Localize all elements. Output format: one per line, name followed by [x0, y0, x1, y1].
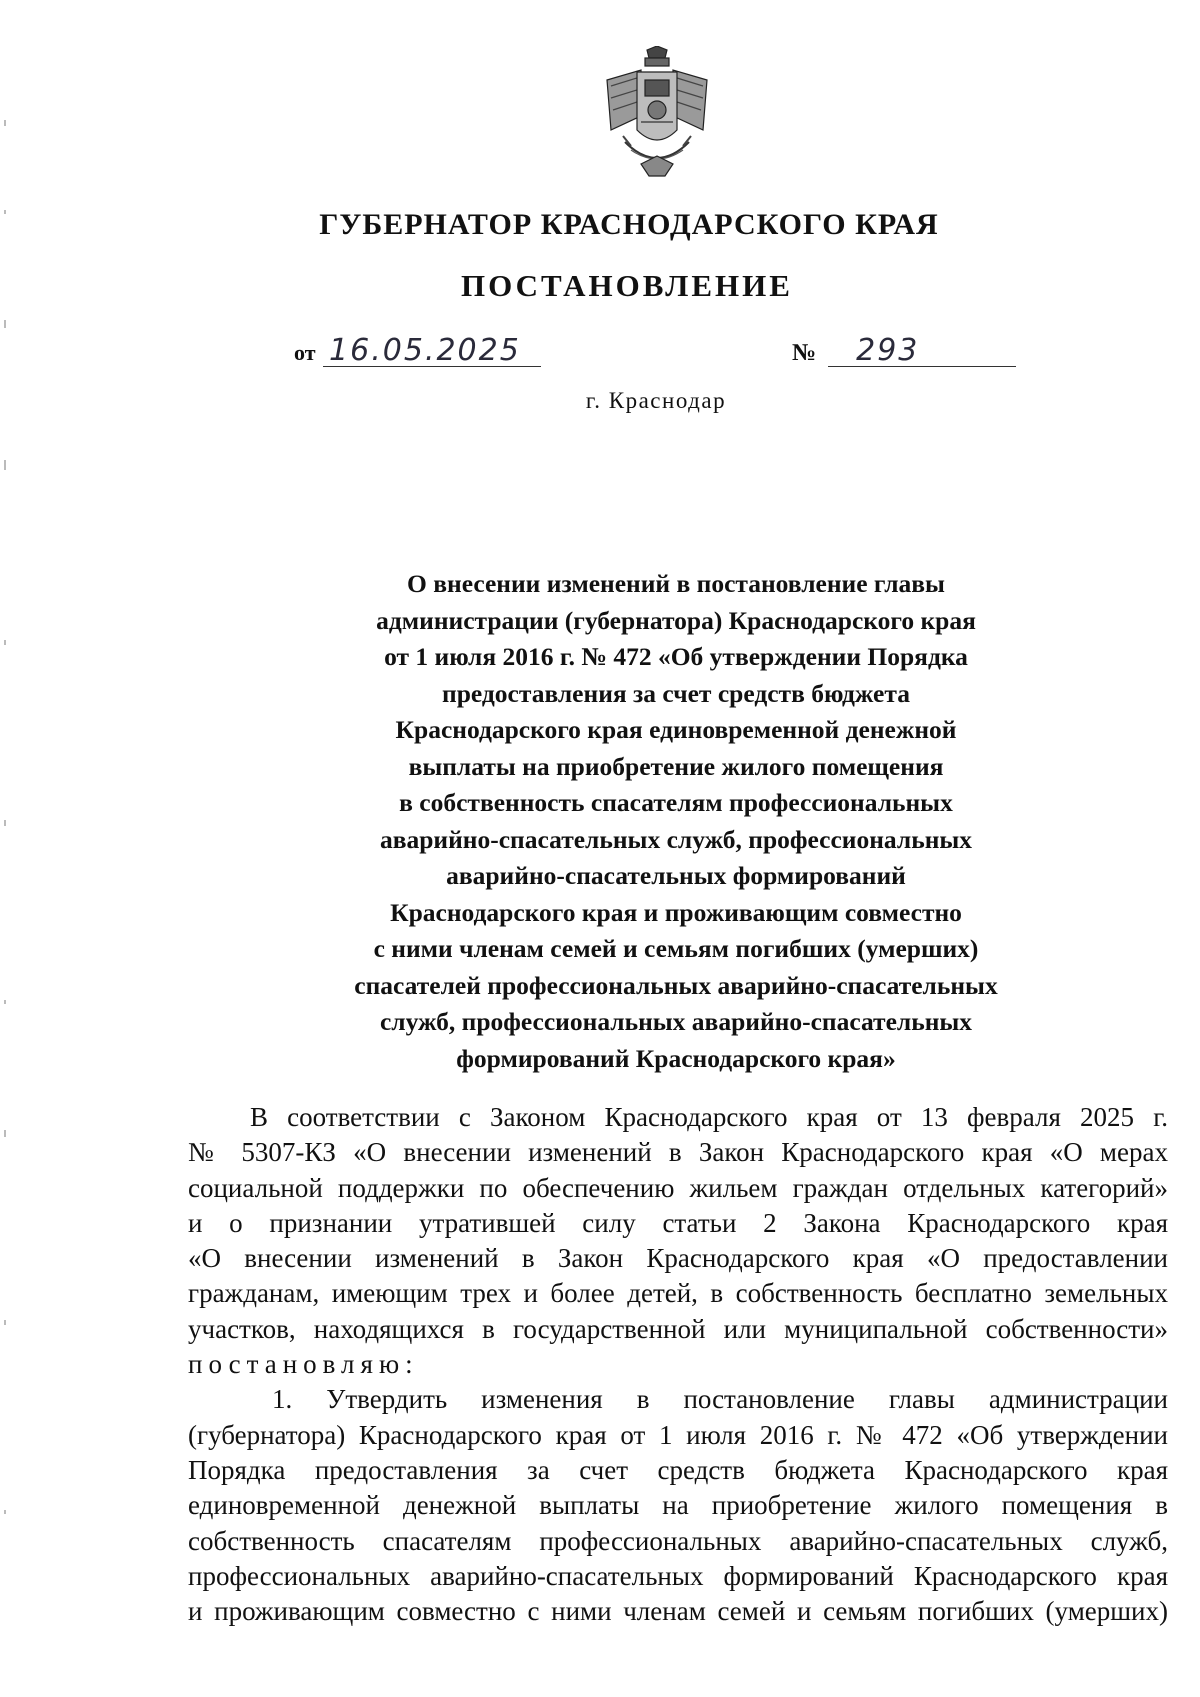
title-line: Краснодарского края и проживающим совместно [390, 897, 962, 927]
coat-of-arms-emblem [601, 46, 713, 182]
resolve-word: постановляю: [188, 1349, 419, 1380]
body-line: № 5307-КЗ «О внесении изменений в Закон Краснодарского края «О мерах [188, 1137, 1168, 1168]
date-prefix: от [294, 340, 316, 365]
title-line: служб, профессиональных аварийно-спасательных [379, 1007, 973, 1036]
item-1-paragraph [188, 1382, 1168, 1629]
number-line [792, 333, 1016, 368]
title-line: от 1 июля 2016 г. № 472 «Об утверждении Порядка [384, 642, 968, 671]
title-line: предоставления за счет средств бюджета [442, 678, 910, 708]
body-line: В соответствии с Законом Краснодарского края от 13 февраля 2025 г. [250, 1102, 1168, 1132]
body-line: собственность спасателям профессиональных аварийно-спасательных служб, [188, 1525, 1168, 1556]
title-line: аварийно-спасательных формирований [446, 861, 906, 890]
title-line: О внесении изменений в постановление главы [407, 569, 945, 598]
preamble-paragraph [188, 1100, 1168, 1382]
document-body [188, 1100, 1168, 1629]
date-line [294, 333, 541, 368]
number-prefix: № [792, 340, 817, 366]
body-line: участков, находящихся в государственной или муниципальной собственности» [188, 1313, 1168, 1344]
title-line: аварийно-спасательных служб, профессиональных [379, 824, 973, 854]
body-line: единовременной денежной выплаты на приобретение жилого помещения в [188, 1490, 1168, 1521]
scan-edge-marks [4, 120, 7, 1520]
title-line: выплаты на приобретение жилого помещения [408, 751, 944, 781]
body-line: и проживающим совместно с ними членам семей и семьям погибших (умерших) [188, 1596, 1168, 1627]
title-line: спасателей профессиональных аварийно-спасательных [354, 970, 998, 1000]
body-line: 1. Утвердить изменения в постановление главы администрации [272, 1384, 1168, 1415]
title-line: администрации (губернатора) Краснодарского края [376, 605, 976, 635]
city: г. Краснодар [585, 388, 727, 413]
body-line: (губернатора) Краснодарского края от 1 июля 2016 г. № 472 «Об утверждении [188, 1419, 1168, 1450]
body-line: профессиональных аварийно-спасательных формирований Краснодарского края [188, 1560, 1168, 1591]
body-line: и о признании утратившей силу статьи 2 Закона Краснодарского края [188, 1207, 1168, 1238]
title-line: Краснодарского края единовременной денежной [395, 715, 957, 744]
document-title [296, 566, 1056, 1077]
title-line: формирований Краснодарского края» [456, 1043, 896, 1073]
date-value: 16.05.2025 [323, 336, 541, 367]
body-line: «О внесении изменений в Закон Краснодарского края «О предоставлении [188, 1243, 1168, 1274]
body-line: социальной поддержки по обеспечению жильем граждан отдельных категорий» [188, 1172, 1168, 1203]
document-type: ПОСТАНОВЛЕНИЕ [461, 268, 793, 303]
title-line: в собственность спасателям профессиональных [399, 788, 953, 817]
body-line: Порядка предоставления за счет средств бюджета Краснодарского края [188, 1454, 1168, 1485]
body-line: гражданам, имеющим трех и более детей, в собственность бесплатно земельных [188, 1278, 1168, 1309]
number-value: 293 [828, 336, 1016, 367]
title-line: с ними членам семей и семьям погибших (умерших) [373, 934, 979, 963]
org-title: ГУБЕРНАТОР КРАСНОДАРСКОГО КРАЯ [319, 208, 939, 241]
